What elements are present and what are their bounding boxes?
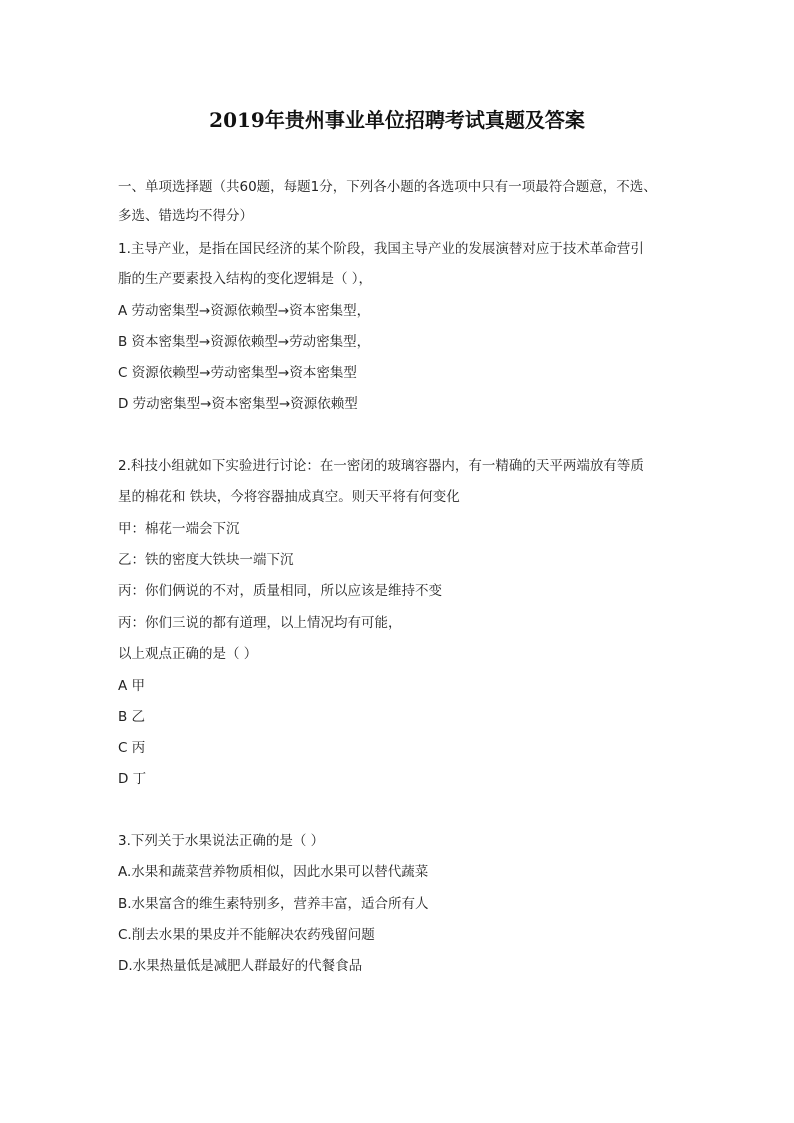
- section-heading-line2: 多选、错选均不得分）: [118, 208, 253, 224]
- q1-option-b: B 资本密集型→资源依赖型→劳动密集型，: [118, 334, 371, 350]
- q1-option-a: A 劳动密集型→资源依赖型→资本密集型，: [118, 303, 371, 319]
- q3-option-b: B.水果富含的维生素特别多，营养丰富，适合所有人: [118, 896, 429, 912]
- q2-opinion-bing: 丙：你们俩说的不对，质量相同，所以应该是维持不变: [118, 583, 442, 599]
- q2-opinion-bing-2: 丙：你们三说的都有道理，以上情况均有可能，: [118, 615, 402, 631]
- q1-option-d: D 劳动密集型→资本密集型→资源依赖型: [118, 396, 358, 412]
- q3-option-a: A.水果和蔬菜营养物质相似，因此水果可以替代蔬菜: [118, 864, 429, 880]
- q1-option-c: C 资源依赖型→劳动密集型→资本密集型: [118, 365, 357, 381]
- q2-stem-line1: 2.科技小组就如下实验进行讨论：在一密闭的玻璃容器内，有一精确的天平两端放有等质: [118, 458, 644, 474]
- document-title: 2019年贵州事业单位招聘考试真题及答案: [209, 108, 585, 132]
- q2-option-d: D 丁: [118, 771, 147, 787]
- q2-prompt: 以上观点正确的是（ ）: [118, 646, 258, 662]
- q2-option-a: A 甲: [118, 678, 146, 694]
- q2-option-c: C 丙: [118, 740, 146, 756]
- q1-stem-line1: 1.主导产业，是指在国民经济的某个阶段，我国主导产业的发展演替对应于技术革命营引: [118, 241, 644, 257]
- q3-stem: 3.下列关于水果说法正确的是（ ）: [118, 833, 325, 849]
- q2-opinion-yi: 乙：铁的密度大铁块一端下沉: [118, 552, 294, 568]
- q3-option-c: C.削去水果的果皮并不能解决农药残留问题: [118, 927, 375, 943]
- q2-option-b: B 乙: [118, 709, 146, 725]
- q1-stem-line2: 脂的生产要素投入结构的变化逻辑是（ ），: [118, 271, 373, 287]
- q2-opinion-jia: 甲：棉花一端会下沉: [118, 521, 240, 537]
- q3-option-d: D.水果热量低是减肥人群最好的代餐食品: [118, 958, 363, 974]
- q2-stem-line2: 星的棉花和 铁块，今将容器抽成真空。则天平将有何变化: [118, 489, 460, 505]
- section-heading-line1: 一、单项选择题（共60题，每题1分，下列各小题的各选项中只有一项最符合题意，不选、: [118, 179, 657, 195]
